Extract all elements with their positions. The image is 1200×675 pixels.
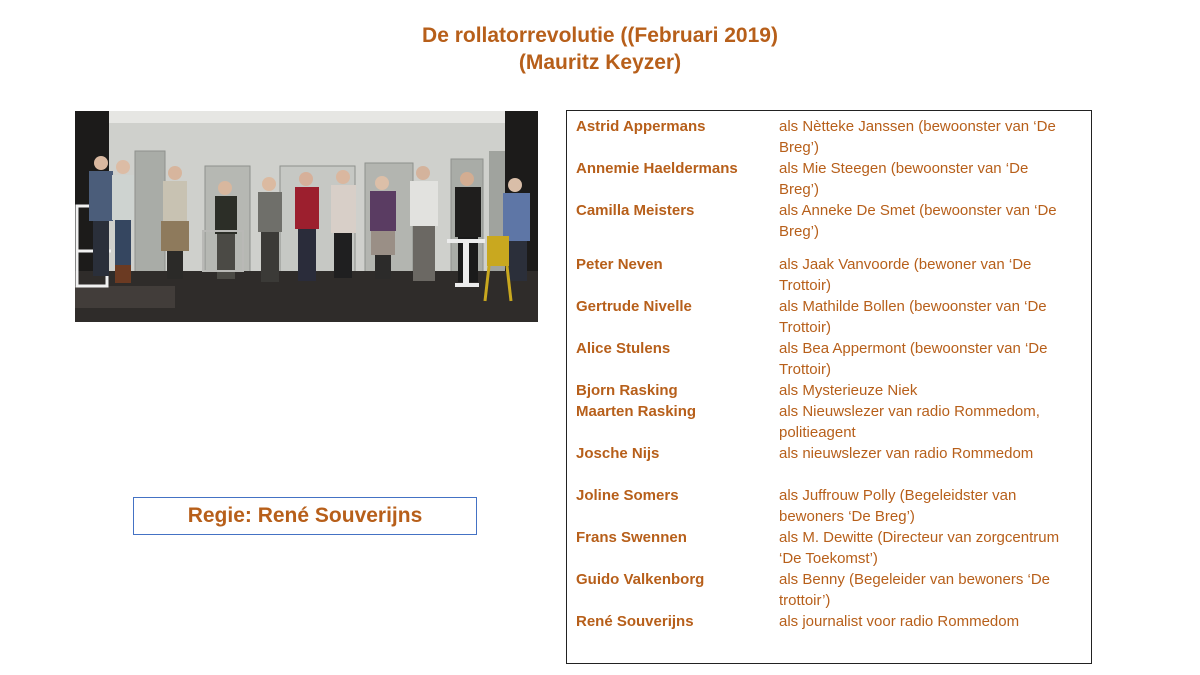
cast-role: als Nieuwslezer van radio Rommedom, politieagent — [779, 403, 1040, 441]
cast-role: als Mysterieuze Niek — [779, 382, 918, 399]
cast-role: als Anneke De Smet (bewoonster van ‘De Breg’) — [779, 202, 1057, 240]
cast-actor-name: Astrid Appermans — [576, 118, 706, 135]
cast-role: als Jaak Vanvoorde (bewoner van ‘De Trottoir) — [779, 256, 1032, 294]
cast-role: als Benny (Begeleider van bewoners ‘De trottoir’) — [779, 571, 1050, 609]
title-line-2: (Mauritz Keyzer) — [518, 51, 682, 74]
cast-actor-name: Annemie Haeldermans — [576, 160, 738, 177]
cast-actor-name: Guido Valkenborg — [576, 571, 705, 588]
cast-role: als Mathilde Bollen (bewoonster van ‘De Trottoir) — [779, 298, 1047, 336]
cast-actor-name: Alice Stulens — [576, 340, 671, 357]
cast-actor-name: René Souverijns — [576, 613, 694, 630]
cast-actor-name: Josche Nijs — [576, 445, 660, 462]
cast-role: als M. Dewitte (Directeur van zorgcentrum ‘De Toekomst’) — [779, 529, 1060, 567]
cast-actor-name: Camilla Meisters — [576, 202, 695, 219]
cast-role: als Mie Steegen (bewoonster van ‘De Breg’) — [779, 160, 1029, 198]
director-credit: Regie: René Souverijns — [133, 497, 477, 535]
title-line-1: De rollatorrevolutie ((Februari 2019) — [422, 24, 778, 47]
cast-role: als Nètteke Janssen (bewoonster van ‘De Breg’) — [779, 118, 1056, 156]
cast-actor-name: Joline Somers — [576, 487, 679, 504]
cast-list — [566, 110, 1092, 664]
cast-actor-name: Gertrude Nivelle — [576, 298, 692, 315]
cast-role: als journalist voor radio Rommedom — [779, 613, 1020, 630]
stage-photo-image — [75, 111, 538, 322]
cast-role: als Juffrouw Polly (Begeleidster van bewoners ‘De Breg’) — [779, 487, 1017, 525]
cast-role: als nieuwslezer van radio Rommedom — [779, 445, 1034, 462]
cast-role: als Bea Appermont (bewoonster van ‘De Trottoir) — [779, 340, 1048, 378]
cast-actor-name: Maarten Rasking — [576, 403, 697, 420]
page-title — [0, 22, 1200, 76]
cast-actor-name: Bjorn Rasking — [576, 382, 678, 399]
cast-actor-name: Frans Swennen — [576, 529, 687, 546]
cast-actor-name: Peter Neven — [576, 256, 663, 273]
cast-photo — [75, 111, 538, 322]
